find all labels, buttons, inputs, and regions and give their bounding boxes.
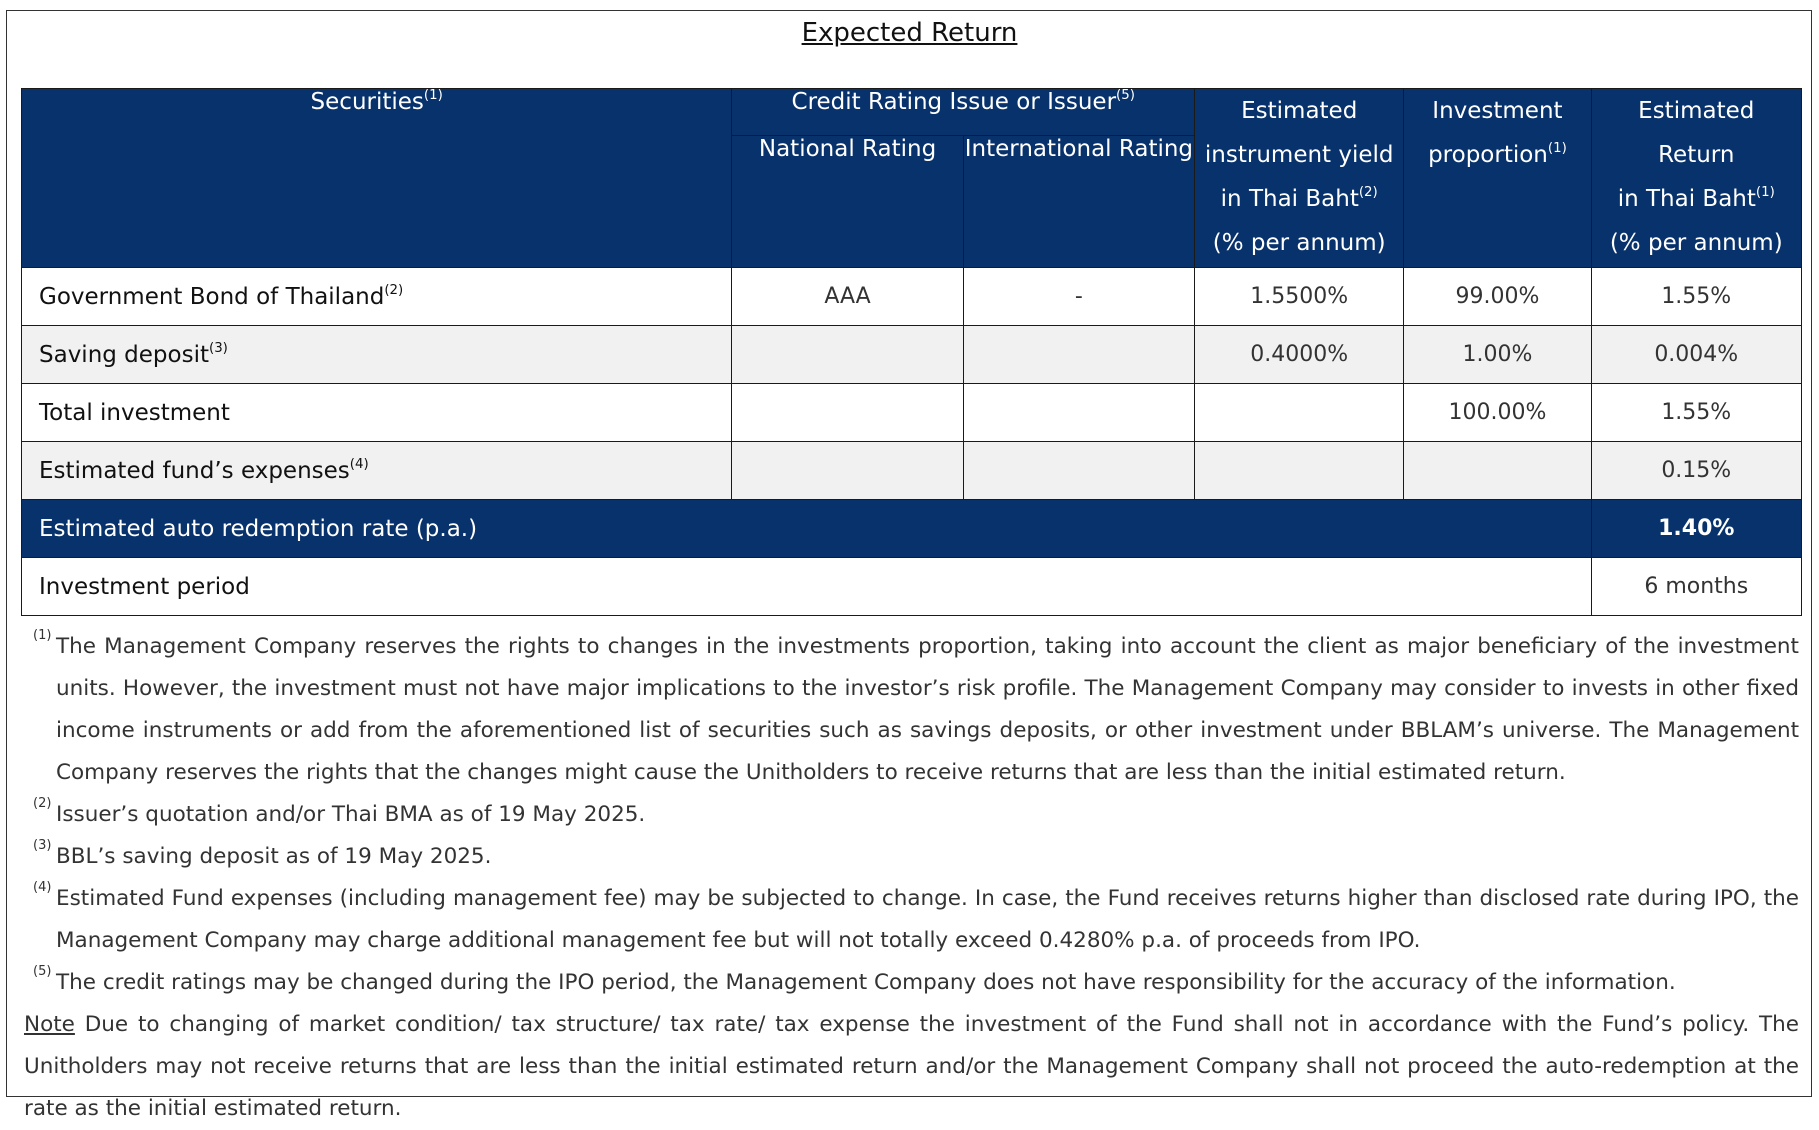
- header-row-1: [22, 89, 1802, 136]
- table-row: [22, 442, 1802, 500]
- page-title: Expected Return: [801, 18, 1018, 48]
- header-estimated-return: Estimated Return in Thai Baht$^{(1)}$ (% per annum): [1591, 89, 1801, 268]
- yield-cell: 1.5500%: [1195, 268, 1404, 326]
- proportion-cell: 99.00%: [1404, 268, 1591, 326]
- header-national-rating: National Rating: [732, 136, 963, 268]
- table-row: [22, 326, 1802, 384]
- investment-period-row: [22, 558, 1802, 616]
- international-rating-cell: -: [963, 268, 1194, 326]
- proportion-cell: 1.00%: [1404, 326, 1591, 384]
- footnote-2: (2) Issuer’s quotation and/or Thai BMA as of 19 May 2025.: [21, 794, 1799, 836]
- footnote-mark: (1): [33, 628, 52, 643]
- table-row: [22, 384, 1802, 442]
- return-cell: 0.15%: [1591, 442, 1801, 500]
- footnote-mark: (3): [33, 838, 52, 853]
- auto-redemption-row: [22, 500, 1802, 558]
- footnote-mark: (2): [33, 796, 52, 811]
- proportion-cell: [1404, 442, 1591, 500]
- footnote-3: (3) BBL’s saving deposit as of 19 May 2025.: [21, 836, 1799, 878]
- expected-return-table: [21, 88, 1802, 616]
- auto-redemption-label: Estimated auto redemption rate (p.a.): [22, 500, 1592, 558]
- proportion-cell: 100.00%: [1404, 384, 1591, 442]
- footnote-5: (5) The credit ratings may be changed during the IPO period, the Management Company does not have responsibility for the accuracy of the information.: [21, 962, 1799, 1004]
- footnote-4: (4) Estimated Fund expenses (including management fee) may be subjected to change. In case, the Fund receives returns higher than disclosed rate during IPO, the Management Company may charge additional management fee but will not totally exceed 0.4280% p.a. of proceeds from IPO.: [21, 878, 1799, 962]
- footnote-mark: (5): [33, 964, 52, 979]
- international-rating-cell: [963, 326, 1194, 384]
- header-credit-rating: Credit Rating Issue or Issuer$^{(5)}$: [732, 89, 1195, 136]
- footnote-mark: (4): [33, 880, 52, 895]
- header-estimated-yield: Estimated instrument yield in Thai Baht$^{(2)}$ (% per annum): [1195, 89, 1404, 268]
- disclaimer-note: [21, 1004, 1799, 1130]
- row-label: Total investment: [22, 384, 732, 442]
- return-cell: 0.004%: [1591, 326, 1801, 384]
- investment-period-label: Investment period: [22, 558, 1592, 616]
- return-cell: 1.55%: [1591, 268, 1801, 326]
- national-rating-cell: [732, 384, 963, 442]
- header-securities: Securities$^{(1)}$: [22, 89, 732, 268]
- note-label: Note: [24, 1012, 75, 1037]
- international-rating-cell: [963, 442, 1194, 500]
- international-rating-cell: [963, 384, 1194, 442]
- investment-period-value: 6 months: [1591, 558, 1801, 616]
- auto-redemption-value: 1.40%: [1591, 500, 1801, 558]
- row-label: Saving deposit$^{(3)}$: [22, 326, 732, 384]
- national-rating-cell: AAA: [732, 268, 963, 326]
- header-international-rating: International Rating: [963, 136, 1194, 268]
- yield-cell: [1195, 384, 1404, 442]
- footnotes: [21, 626, 1799, 1130]
- yield-cell: 0.4000%: [1195, 326, 1404, 384]
- note-text: Due to changing of market condition/ tax structure/ tax rate/ tax expense the investment of the Fund shall not in accordance with the Fund’s policy. The Unitholders may not receive returns that are less than the initial estimated return and/or the Management Company shall not proceed the auto-redemption at the rate as the initial estimated return.: [24, 1012, 1799, 1121]
- national-rating-cell: [732, 326, 963, 384]
- row-label: Government Bond of Thailand$^{(2)}$: [22, 268, 732, 326]
- return-cell: 1.55%: [1591, 384, 1801, 442]
- row-label: Estimated fund’s expenses$^{(4)}$: [22, 442, 732, 500]
- table-row: [22, 268, 1802, 326]
- footnote-1: (1) The Management Company reserves the rights to changes in the investments proportion, taking into account the client as major beneficiary of the investment units. However, the investment must not have major implications to the investor’s risk profile. The Management Company may consider to invests in other fixed income instruments or add from the aforementioned list of securities such as savings deposits, or other investment under BBLAM’s universe. The Management Company reserves the rights that the changes might cause the Unitholders to receive returns that are less than the initial estimated return.: [21, 626, 1799, 794]
- header-investment-proportion: Investment proportion$^{(1)}$: [1404, 89, 1591, 268]
- national-rating-cell: [732, 442, 963, 500]
- yield-cell: [1195, 442, 1404, 500]
